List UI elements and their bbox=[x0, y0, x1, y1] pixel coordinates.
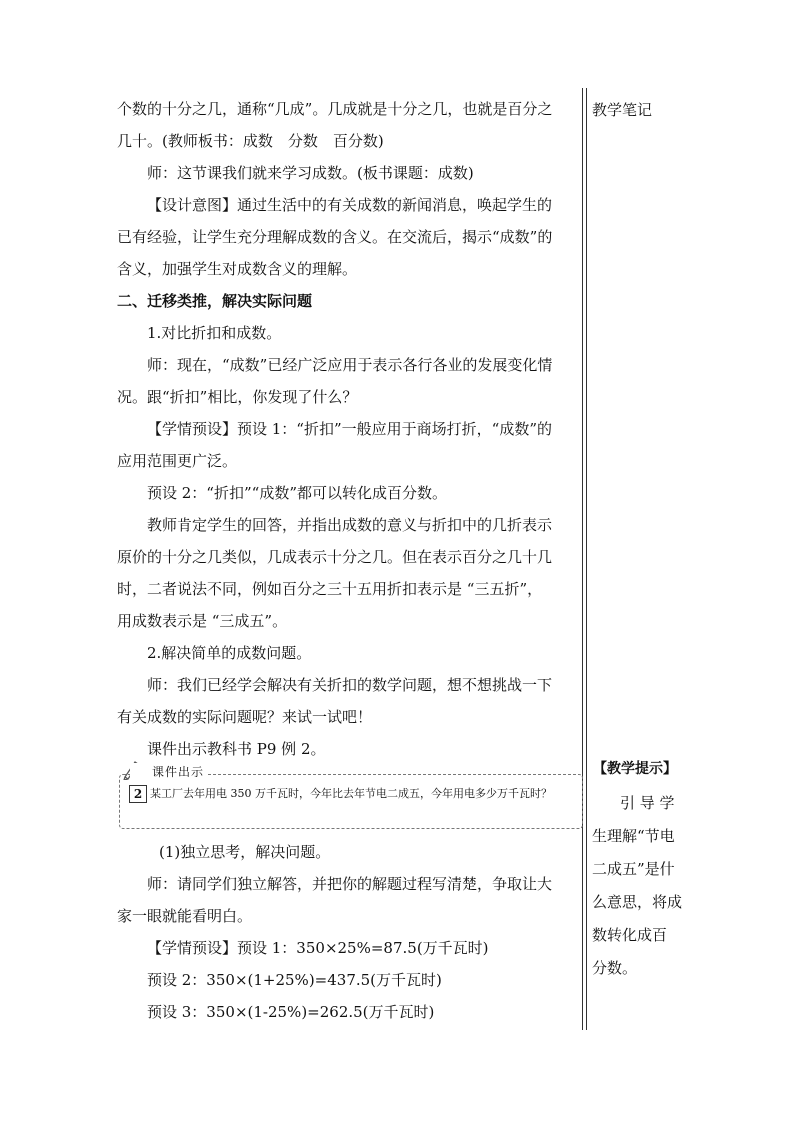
text-line: 师：这节课我们就来学习成数。(板书课题：成数) bbox=[147, 164, 474, 182]
text-line: 预设 3：350×(1-25%)=262.5(万千瓦时) bbox=[147, 1003, 435, 1021]
text-line: 用成数表示是 “三成五”。 bbox=[117, 612, 288, 630]
text-line: 应用范围更广泛。 bbox=[117, 452, 238, 470]
text-line: 预设 2：350×(1+25%)=437.5(万千瓦时) bbox=[147, 971, 442, 989]
text-line: 含义，加强学生对成数含义的理解。 bbox=[117, 260, 358, 278]
column-divider-left bbox=[582, 88, 583, 1030]
text-line: (1)独立思考，解决问题。 bbox=[159, 843, 331, 861]
tip-line: 分数。 bbox=[592, 959, 638, 977]
text-line: 况。跟“折扣”相比，你发现了什么？ bbox=[117, 388, 358, 406]
text-line: 有关成数的实际问题呢？来试一试吧！ bbox=[117, 708, 373, 726]
teaching-tip-heading: 【教学提示】 bbox=[593, 761, 677, 777]
text-line: 【学情预设】预设 1：“折扣”一般应用于商场打折，“成数”的 bbox=[147, 420, 552, 438]
text-line: 个数的十分之几，通称“几成”。几成就是十分之几，也就是百分之 bbox=[117, 100, 553, 118]
tip-line: 么意思，将成 bbox=[592, 893, 683, 911]
main-column bbox=[117, 93, 580, 765]
tip-line: 二成五”是什 bbox=[592, 860, 675, 878]
text-line: 师：现在，“成数”已经广泛应用于表示各行各业的发展变化情 bbox=[147, 356, 553, 374]
text-line: 课件出示教科书 P9 例 2。 bbox=[147, 740, 326, 758]
teaching-tip-body bbox=[592, 787, 704, 985]
courseware-title: 课件出示 bbox=[130, 763, 208, 780]
text-line: 1.对比折扣和成数。 bbox=[147, 324, 282, 342]
text-line: 预设 2：“折扣”“成数”都可以转化成百分数。 bbox=[147, 484, 447, 502]
notes-title: 教学笔记 bbox=[592, 101, 653, 119]
tip-line: 数转化成百 bbox=[592, 926, 668, 944]
text-line: 时，二者说法不同，例如百分之三十五用折扣表示是 “三五折”， bbox=[117, 580, 543, 598]
tip-line: 生理解“节电 bbox=[592, 827, 675, 845]
text-line: 已有经验，让学生充分理解成数的含义。在交流后，揭示“成数”的 bbox=[117, 228, 553, 246]
section-heading: 二、迁移类推，解决实际问题 bbox=[117, 292, 313, 310]
tip-line: 引 导 学 bbox=[620, 794, 675, 812]
text-line: 师：我们已经学会解决有关折扣的数学问题，想不想挑战一下 bbox=[147, 676, 553, 694]
column-divider-right bbox=[586, 88, 587, 1030]
text-line: 原价的十分之几类似，几成表示十分之几。但在表示百分之几十几 bbox=[117, 548, 553, 566]
example-number-badge: 2 bbox=[129, 785, 147, 803]
text-line: 【学情预设】预设 1：350×25%=87.5(万千瓦时) bbox=[147, 939, 489, 957]
main-column-lower bbox=[117, 836, 580, 1028]
text-line: 2.解决简单的成数问题。 bbox=[147, 644, 312, 662]
text-line: 家一眼就能看明白。 bbox=[117, 907, 253, 925]
text-line: 几十。(教师板书：成数 分数 百分数) bbox=[117, 132, 384, 150]
text-line: 师：请同学们独立解答，并把你的解题过程写清楚，争取让大 bbox=[147, 875, 553, 893]
text-line: 教师肯定学生的回答，并指出成数的意义与折扣中的几折表示 bbox=[147, 516, 553, 534]
text-line: 【设计意图】通过生活中的有关成数的新闻消息，唤起学生的 bbox=[147, 196, 553, 214]
courseware-problem-text: 某工厂去年用电 350 万千瓦时，今年比去年节电二成五，今年用电多少万千瓦时？ bbox=[150, 787, 552, 800]
